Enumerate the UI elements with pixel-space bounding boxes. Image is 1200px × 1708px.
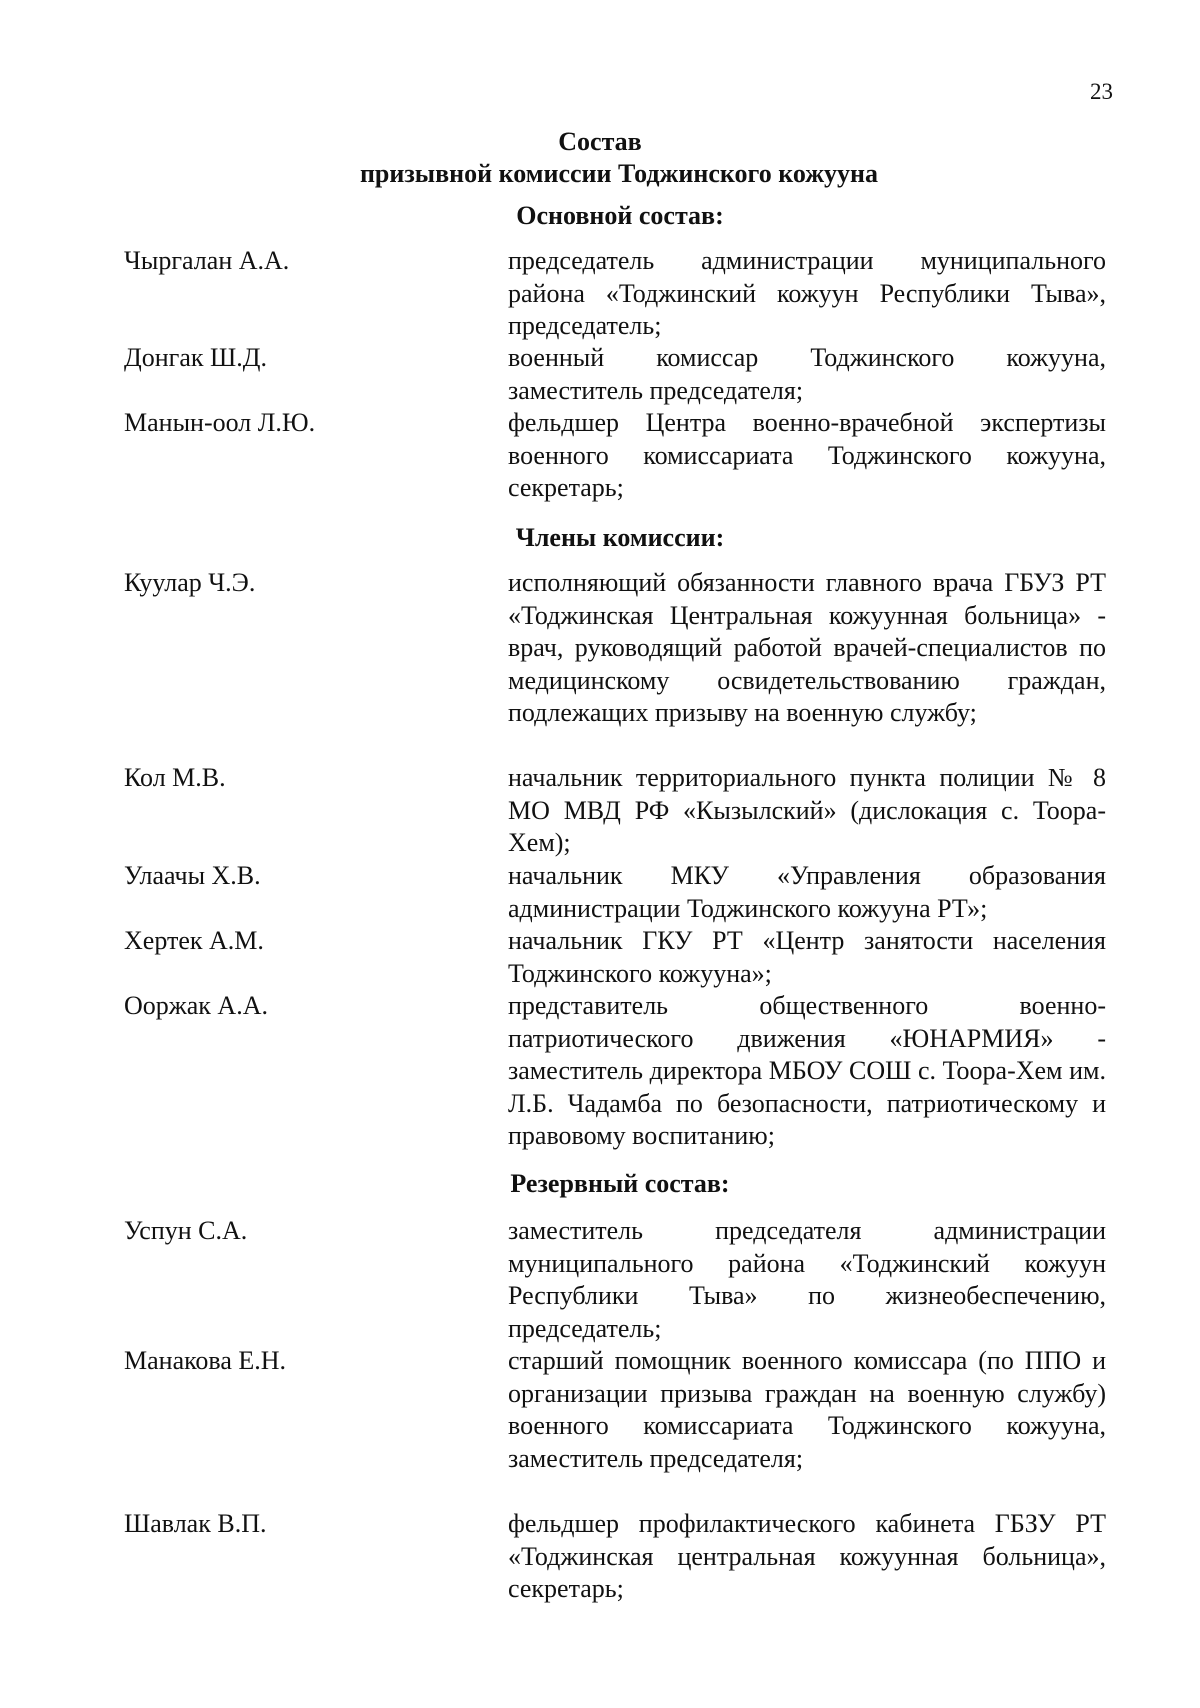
section-heading-members: Члены комиссии: [515, 523, 725, 552]
member-name: Улаачы Х.В. [124, 861, 261, 890]
member-name: Хертек А.М. [124, 926, 264, 955]
member-name: Чыргалан А.А. [124, 246, 290, 275]
member-role: фельдшер профилактического кабинета ГБЗУ РТ «Тоджинская центральная кожуунная больница», секретарь; [508, 1509, 1106, 1603]
section-heading-reserve: Резервный состав: [510, 1169, 730, 1198]
member-name: Шавлак В.П. [124, 1509, 267, 1538]
member-role: военный комиссар Тоджинского кожууна, заместитель председателя; [508, 343, 1106, 405]
member-name: Ооржак А.А. [124, 991, 268, 1020]
title-line-1: Состав [558, 127, 642, 156]
member-role: начальник территориального пункта полиции № 8 МО МВД РФ «Кызылский» (дислокация с. Тоора-Хем); [508, 763, 1106, 857]
document-title [0, 126, 1200, 190]
member-role: заместитель председателя администрации муниципального района «Тоджинский кожуун Республики Тыва» по жизнеобеспечению, председатель; [508, 1216, 1106, 1343]
member-role: фельдшер Центра военно-врачебной экспертизы военного комиссариата Тоджинского кожууна, секретарь; [508, 408, 1106, 502]
section-heading-main: Основной состав: [516, 201, 724, 230]
page-number: 23 [1090, 79, 1113, 104]
member-role: исполняющий обязанности главного врача ГБУЗ РТ «Тоджинская Центральная кожуунная больница» - врач, руководящий работой врачей-специалистов по медицинскому освидетельствованию граждан, подлежащих призыву на военную службу; [508, 568, 1106, 727]
member-name: Успун С.А. [124, 1216, 248, 1245]
member-name: Донгак Ш.Д. [124, 343, 267, 372]
member-name: Манакова Е.Н. [124, 1346, 287, 1375]
member-role: представитель общественного военно-патриотического движения «ЮНАРМИЯ» - заместитель директора МБОУ СОШ с. Тоора-Хем им. Л.Б. Чадамба по безопасности, патриотическому и правовому воспитанию; [508, 991, 1106, 1150]
member-name: Куулар Ч.Э. [124, 568, 256, 597]
member-role: начальник ГКУ РТ «Центр занятости населения Тоджинского кожууна»; [508, 926, 1106, 988]
member-role: председатель администрации муниципального района «Тоджинский кожуун Республики Тыва», председатель; [508, 246, 1106, 340]
member-name: Манын-оол Л.Ю. [124, 408, 316, 437]
member-name: Кол М.В. [124, 763, 226, 792]
member-role: старший помощник военного комиссара (по ППО и организации призыва граждан на военную службу) военного комиссариата Тоджинского кожууна, заместитель председателя; [508, 1346, 1106, 1473]
member-role: начальник МКУ «Управления образования администрации Тоджинского кожууна РТ»; [508, 861, 1106, 923]
title-line-2: призывной комиссии Тоджинского кожууна [359, 159, 879, 188]
